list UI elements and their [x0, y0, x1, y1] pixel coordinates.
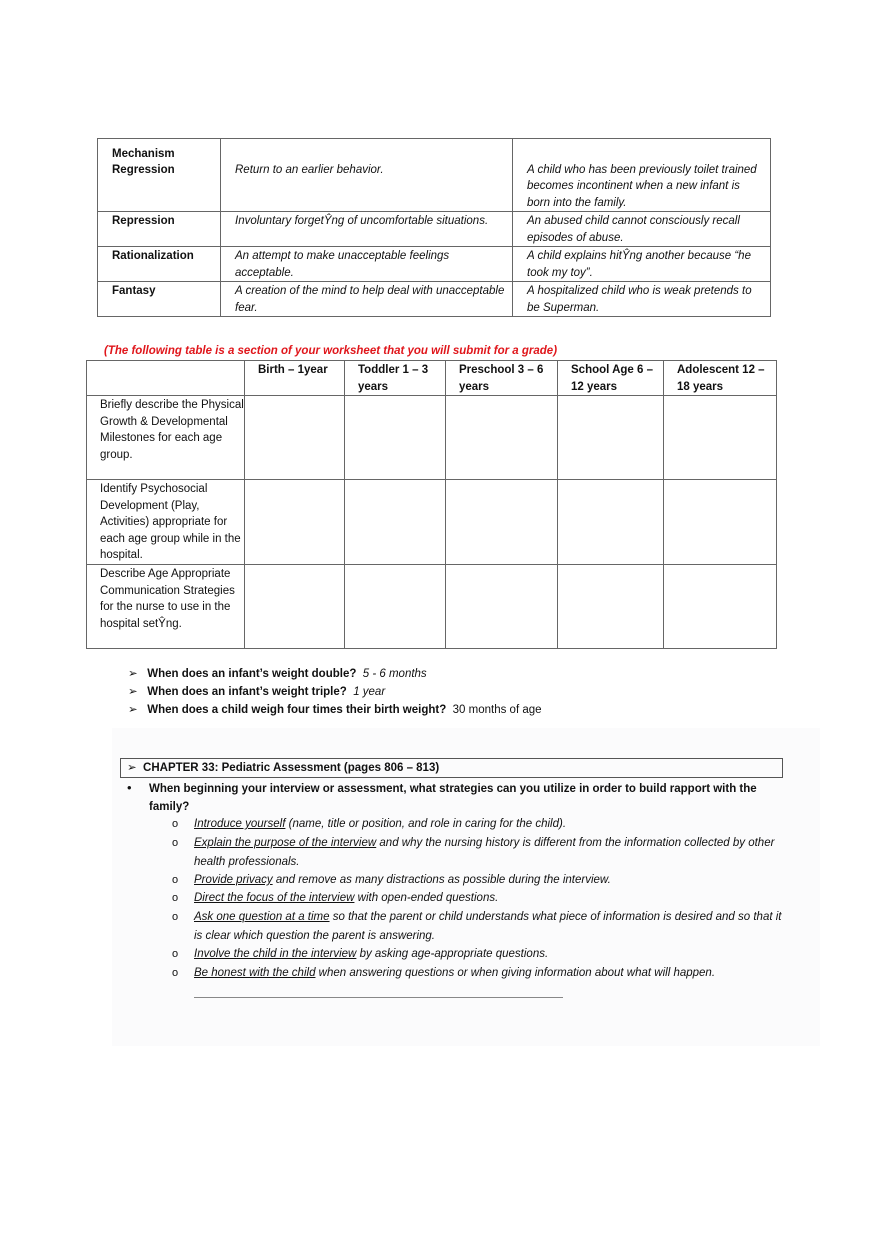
answer-text: 30 months of age — [452, 704, 542, 716]
answer-cell[interactable] — [245, 480, 345, 565]
defense-mechanism-table — [97, 138, 771, 317]
example-cell: A hospitalized child who is weak pretends to be Superman. — [513, 282, 771, 317]
weight-question: ➢ When does an infant’s weight triple? 1 year — [128, 686, 386, 698]
worksheet-row — [87, 565, 777, 649]
table-header-row — [98, 139, 771, 161]
table-row — [98, 161, 771, 212]
definition-cell: A creation of the mind to help deal with unacceptable fear. — [221, 282, 513, 317]
answer-text: 1 year — [353, 686, 386, 698]
definition-cell: Involuntary forgetŶng of uncomfortable situations. — [221, 212, 513, 247]
arrow-bullet-icon: ➢ — [128, 704, 138, 716]
worksheet-table — [86, 360, 777, 649]
answer-cell[interactable] — [446, 396, 558, 480]
worksheet-header-row — [87, 361, 777, 396]
answer-text: 5 - 6 months — [362, 668, 427, 680]
answer-cell[interactable] — [664, 480, 777, 565]
answer-item: o Introduce yourself (name, title or position, and role in caring for the child). — [172, 818, 567, 830]
weight-question: ➢ When does an infant’s weight double? 5 - 6 months — [128, 668, 427, 680]
example-cell: A child who has been previously toilet trained becomes incontinent when a new infant is born into the family. — [513, 161, 771, 212]
chapter-question: When beginning your interview or assessment, what strategies can you utilize in order to build rapport with the family? — [149, 783, 757, 813]
row-label: Identify Psychosocial Development (Play, Activities) appropriate for each age group while in the hospital. — [87, 480, 245, 565]
answer-cell[interactable] — [345, 396, 446, 480]
answer-item: o Involve the child in the interview by asking age-appropriate questions. — [172, 948, 549, 960]
worksheet-row — [87, 396, 777, 480]
answer-item: o Be honest with the child when answering questions or when giving information about what will happen. — [172, 967, 716, 979]
definition-cell: Return to an earlier behavior. — [221, 161, 513, 212]
column-header: Adolescent 12 – 18 years — [664, 361, 777, 396]
table-row — [98, 247, 771, 282]
answer-cell[interactable] — [446, 480, 558, 565]
arrow-bullet-icon: ➢ — [128, 668, 138, 680]
mechanism-cell: Repression — [98, 212, 221, 247]
definition-cell: An attempt to make unacceptable feelings acceptable. — [221, 247, 513, 282]
answer-cell[interactable] — [245, 396, 345, 480]
answer-cell[interactable] — [345, 565, 446, 649]
mechanism-cell: Rationalization — [98, 247, 221, 282]
weight-question: ➢ When does a child weigh four times their birth weight? 30 months of age — [128, 704, 542, 716]
divider-line — [194, 997, 563, 998]
answer-cell[interactable] — [664, 396, 777, 480]
answer-cell[interactable] — [245, 565, 345, 649]
mechanism-cell: Fantasy — [98, 282, 221, 317]
worksheet-row — [87, 480, 777, 565]
answer-item: o Ask one question at a time so that the parent or child understands what piece of information is desired and so that it is clear which question the parent is answering. — [172, 911, 782, 942]
bullet-icon: • — [127, 780, 132, 795]
worksheet-note: (The following table is a section of your worksheet that you will submit for a grade) — [104, 345, 558, 357]
answer-cell[interactable] — [446, 565, 558, 649]
column-header: School Age 6 – 12 years — [558, 361, 664, 396]
answer-item: o Direct the focus of the interview with open-ended questions. — [172, 892, 499, 904]
arrow-bullet-icon: ➢ — [128, 686, 138, 698]
answer-cell[interactable] — [558, 396, 664, 480]
answer-cell[interactable] — [558, 565, 664, 649]
chapter-heading-box — [120, 758, 783, 778]
column-header: Birth – 1year — [245, 361, 345, 396]
column-header: Toddler 1 – 3 years — [345, 361, 446, 396]
answer-cell[interactable] — [664, 565, 777, 649]
row-label: Briefly describe the Physical Growth & Developmental Milestones for each age group. — [87, 396, 245, 480]
mechanism-header: Mechanism — [98, 139, 221, 161]
example-cell: A child explains hitŶng another because “he took my toy”. — [513, 247, 771, 282]
answer-item: o Explain the purpose of the interview and why the nursing history is different from the information collected by other health professionals. — [172, 837, 775, 868]
answer-cell[interactable] — [558, 480, 664, 565]
example-cell: An abused child cannot consciously recall episodes of abuse. — [513, 212, 771, 247]
column-header: Preschool 3 – 6 years — [446, 361, 558, 396]
row-label: Describe Age Appropriate Communication Strategies for the nurse to use in the hospital setŶng. — [87, 565, 245, 649]
arrow-bullet-icon: ➢ — [127, 762, 137, 774]
table-row — [98, 282, 771, 317]
answer-cell[interactable] — [345, 480, 446, 565]
chapter-title: CHAPTER 33: Pediatric Assessment (pages 806 – 813) — [143, 762, 440, 774]
table-row — [98, 212, 771, 247]
answer-item: o Provide privacy and remove as many distractions as possible during the interview. — [172, 874, 611, 886]
mechanism-cell: Regression — [98, 161, 221, 212]
